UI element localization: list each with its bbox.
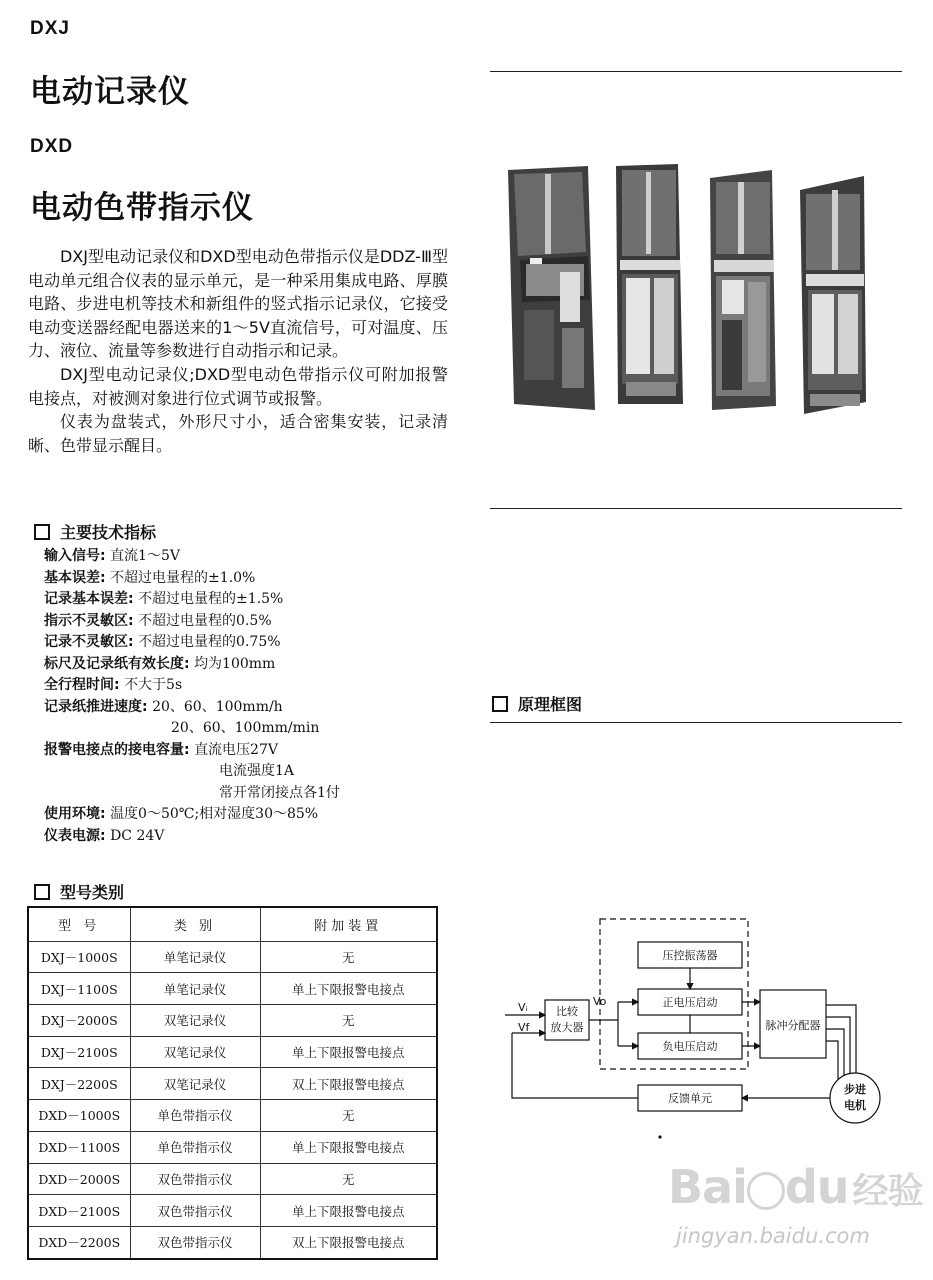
baidu-watermark-logo: Bai du 经验 bbox=[668, 1160, 923, 1214]
divider-rule bbox=[490, 71, 902, 72]
spec-row: 报警电接点的接电容量: 直流电压27V bbox=[44, 741, 278, 758]
model-table bbox=[27, 906, 438, 1260]
checkbox-square-icon bbox=[34, 524, 50, 540]
table-row: DXJ－2100S 双笔记录仪 单上下限报警电接点 bbox=[28, 1036, 437, 1068]
baidu-watermark-url: jingyan.baidu.com bbox=[676, 1224, 870, 1248]
spec-row: 记录不灵敏区: 不超过电量程的0.75% bbox=[44, 634, 281, 650]
instrument-photo bbox=[500, 160, 870, 418]
spec-row: 20、60、100mm/min bbox=[171, 720, 320, 736]
product-code-dxd: DXD bbox=[30, 136, 74, 157]
positive-start-label: 正电压启动 bbox=[662, 996, 718, 1009]
table-row: DXD－1000S 单色带指示仪 无 bbox=[28, 1100, 437, 1132]
spec-row: 全行程时间: 不大于5s bbox=[44, 677, 183, 693]
title-recorder: 电动记录仪 bbox=[30, 74, 190, 110]
instrument-dxd-single-band-image bbox=[710, 170, 776, 410]
instrument-dxj-single-pen-image bbox=[508, 166, 595, 410]
feedback-label: 反馈单元 bbox=[668, 1092, 712, 1105]
spec-row: 指示不灵敏区: 不超过电量程的0.5% bbox=[44, 612, 272, 629]
vo-label: Vo bbox=[593, 995, 607, 1008]
intro-text bbox=[28, 245, 448, 457]
intro-paragraph-2: DXJ型电动记录仪;DXD型电动色带指示仪可附加报警电接点，对被测对象进行位式调节或报警。 bbox=[28, 364, 448, 408]
checkbox-square-icon bbox=[492, 696, 508, 712]
models-heading: 型号类别 bbox=[34, 880, 124, 903]
table-row: DXD－2100S 双色带指示仪 单上下限报警电接点 bbox=[28, 1195, 437, 1227]
title-indicator: 电动色带指示仪 bbox=[30, 190, 254, 226]
product-code-dxj: DXJ bbox=[30, 18, 70, 39]
table-row: DXJ－1000S 单笔记录仪 无 bbox=[28, 941, 437, 973]
specs-list bbox=[44, 546, 464, 847]
col-header-category: 类 别 bbox=[130, 907, 260, 941]
table-row: DXJ－2000S 双笔记录仪 无 bbox=[28, 1005, 437, 1037]
instrument-dxj-double-pen-image bbox=[616, 164, 683, 404]
table-header-row bbox=[28, 907, 437, 941]
spec-row: 常开常闭接点各1付 bbox=[219, 784, 340, 801]
spec-row: 记录纸推进速度: 20、60、100mm/h bbox=[44, 698, 283, 715]
stepper-motor-circle bbox=[830, 1073, 880, 1123]
table-row: DXJ－2200S 双笔记录仪 双上下限报警电接点 bbox=[28, 1068, 437, 1100]
block-diagram bbox=[500, 905, 890, 1145]
table-row: DXJ－1100S 单笔记录仪 单上下限报警电接点 bbox=[28, 973, 437, 1005]
motor-label-2: 电机 bbox=[844, 1099, 866, 1112]
oscillator-label: 压控振荡器 bbox=[662, 949, 718, 962]
comparator-label-1: 比较 bbox=[556, 1005, 578, 1018]
spec-row: 记录基本误差: 不超过电量程的±1.5% bbox=[44, 591, 284, 607]
intro-paragraph-3: 仪表为盘装式，外形尺寸小，适合密集安装，记录清晰、色带显示醒目。 bbox=[28, 412, 448, 455]
spec-row: 仪表电源: DC 24V bbox=[44, 827, 165, 844]
table-row: DXD－2200S 双色带指示仪 双上下限报警电接点 bbox=[28, 1226, 437, 1259]
table-row: DXD－1100S 单色带指示仪 单上下限报警电接点 bbox=[28, 1131, 437, 1163]
vf-label: Vf bbox=[518, 1021, 530, 1034]
comparator-label-2: 放大器 bbox=[550, 1021, 584, 1034]
checkbox-square-icon bbox=[34, 884, 50, 900]
spec-row: 基本误差: 不超过电量程的±1.0% bbox=[44, 569, 256, 586]
pulse-distributor-label: 脉冲分配器 bbox=[765, 1019, 821, 1032]
col-header-accessory: 附加装置 bbox=[260, 907, 437, 941]
instrument-dxd-double-band-image bbox=[800, 176, 866, 414]
vi-label: Vᵢ bbox=[518, 1001, 528, 1014]
negative-start-label: 负电压启动 bbox=[662, 1040, 718, 1053]
specs-heading: 主要技术指标 bbox=[34, 520, 156, 543]
divider-rule bbox=[490, 508, 902, 509]
motor-label-1: 步进 bbox=[844, 1083, 866, 1096]
paw-icon bbox=[747, 1172, 785, 1210]
table-row: DXD－2000S 双色带指示仪 无 bbox=[28, 1163, 437, 1195]
spec-row: 输入信号: 直流1～5V bbox=[44, 548, 180, 564]
col-header-model: 型 号 bbox=[28, 907, 130, 941]
intro-paragraph-1: DXJ型电动记录仪和DXD型电动色带指示仪是DDZ-Ⅲ型电动单元组合仪表的显示单元，是一种采用集成电路、厚膜电路、步进电机等技术和新组件的竖式指示记录仪，它接受电动变送器经配电器送来的1～5V直流信号，可对温度、压力、液位、流量等参数进行自动指示和记录。 bbox=[28, 247, 448, 361]
spec-row: 标尺及记录纸有效长度: 均为100mm bbox=[44, 655, 276, 672]
spec-row: 使用环境: 温度0～50℃;相对湿度30～85% bbox=[44, 806, 319, 822]
divider-rule bbox=[490, 722, 902, 723]
spec-row: 电流强度1A bbox=[219, 763, 295, 779]
diagram-heading: 原理框图 bbox=[492, 692, 582, 715]
